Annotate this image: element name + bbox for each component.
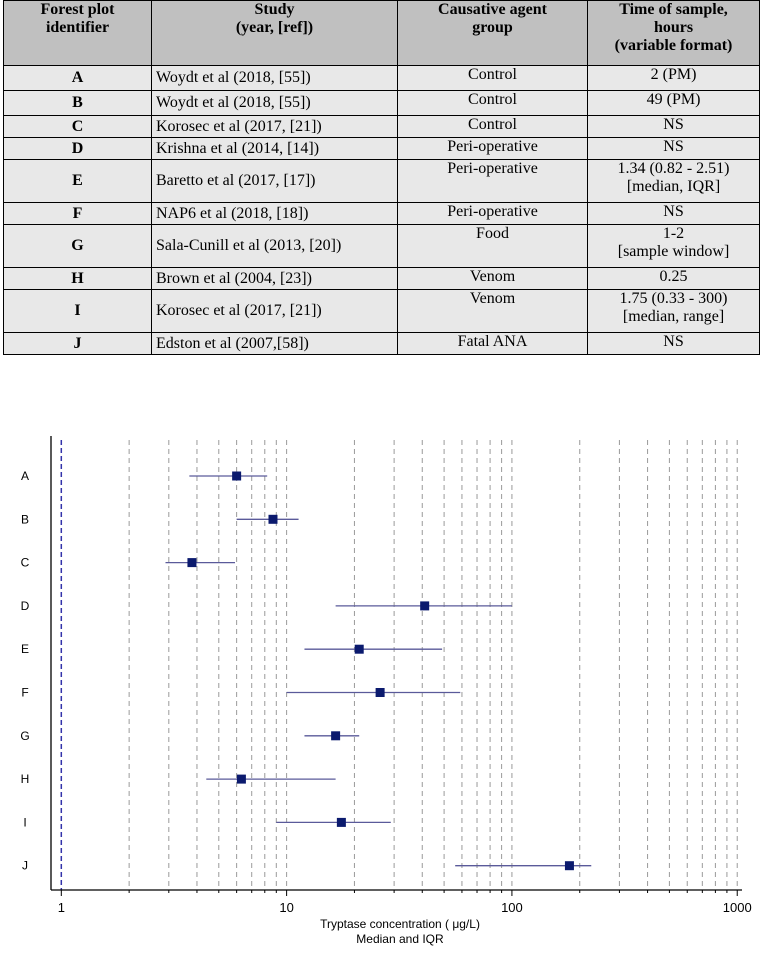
- median-marker: [187, 558, 196, 567]
- x-axis-ticks: [58, 890, 752, 915]
- cell-study: Edston et al (2007,[58]): [152, 333, 398, 355]
- median-marker: [355, 645, 364, 654]
- time-line: [median, range]: [622, 308, 725, 325]
- median-marker: [331, 731, 340, 740]
- time-line: 1.34 (0.82 - 2.51): [617, 160, 730, 177]
- cell-agent: Peri-operative: [398, 203, 588, 225]
- time-line: 1.75 (0.33 - 300): [619, 290, 728, 307]
- cell-identifier: J: [4, 333, 152, 355]
- header-time-of-sample: [588, 1, 760, 66]
- cell-study: Woydt et al (2018, [55]): [152, 66, 398, 91]
- cell-time: [588, 138, 760, 160]
- header-line: (variable format): [614, 37, 733, 54]
- x-tick-label: 100: [501, 900, 523, 915]
- cell-study: Sala-Cunill et al (2013, [20]): [152, 225, 398, 268]
- cell-study: Korosec et al (2017, [21]): [152, 290, 398, 333]
- cell-time: [588, 91, 760, 116]
- cell-study: Woydt et al (2018, [55]): [152, 91, 398, 116]
- median-marker: [237, 775, 246, 784]
- cell-agent: Control: [398, 91, 588, 116]
- time-line: 2 (PM): [650, 66, 697, 83]
- header-causative-agent: [398, 1, 588, 66]
- cell-identifier: E: [4, 160, 152, 203]
- cell-identifier: G: [4, 225, 152, 268]
- cell-identifier: I: [4, 290, 152, 333]
- x-tick-label: 1: [57, 900, 65, 915]
- header-forest-plot-identifier: [4, 1, 152, 66]
- table-row: [4, 203, 760, 225]
- cell-study: Baretto et al (2017, [17]): [152, 160, 398, 203]
- cell-study: NAP6 et al (2018, [18]): [152, 203, 398, 225]
- row-label: D: [20, 598, 30, 613]
- cell-time: [588, 268, 760, 290]
- cell-time: [588, 225, 760, 268]
- table-row: [4, 268, 760, 290]
- cell-identifier: H: [4, 268, 152, 290]
- time-line: 1-2: [662, 225, 685, 242]
- x-axis-title: Tryptase concentration ( μg/L): [320, 917, 480, 931]
- header-line: hours: [653, 19, 694, 36]
- cell-time: [588, 66, 760, 91]
- table-row: [4, 290, 760, 333]
- cell-agent: Peri-operative: [398, 138, 588, 160]
- cell-time: [588, 160, 760, 203]
- header-line: identifier: [45, 19, 110, 36]
- median-marker: [376, 688, 385, 697]
- time-line: NS: [663, 203, 684, 220]
- study-table: [3, 0, 760, 355]
- cell-agent: Venom: [398, 268, 588, 290]
- header-line: group: [472, 19, 513, 36]
- cell-study: Brown et al (2004, [23]): [152, 268, 398, 290]
- time-line: [sample window]: [617, 243, 730, 260]
- header-line: Study: [254, 1, 295, 18]
- study-table-container: [3, 0, 759, 400]
- median-marker: [337, 818, 346, 827]
- forest-plot: [0, 428, 765, 962]
- time-line: 0.25: [659, 268, 688, 285]
- header-study: [152, 1, 398, 66]
- cell-identifier: C: [4, 116, 152, 138]
- header-line: Time of sample,: [619, 1, 728, 18]
- cell-time: [588, 203, 760, 225]
- x-axis-subtitle: Median and IQR: [356, 932, 444, 946]
- cell-agent: Peri-operative: [398, 160, 588, 203]
- table-row: [4, 91, 760, 116]
- cell-time: [588, 116, 760, 138]
- cell-agent: Control: [398, 66, 588, 91]
- cell-time: [588, 333, 760, 355]
- row-label: G: [20, 728, 30, 743]
- grid-lines: [129, 440, 737, 890]
- cell-study: Krishna et al (2014, [14]): [152, 138, 398, 160]
- cell-agent: Fatal ANA: [398, 333, 588, 355]
- table-header-row: [4, 1, 760, 66]
- cell-identifier: D: [4, 138, 152, 160]
- plot-marks: [165, 472, 591, 871]
- y-axis-labels: [20, 469, 29, 873]
- x-tick-label: 10: [279, 900, 294, 915]
- cell-time: [588, 290, 760, 333]
- cell-agent: Venom: [398, 290, 588, 333]
- table-row: [4, 66, 760, 91]
- time-line: NS: [663, 116, 684, 133]
- cell-identifier: A: [4, 66, 152, 91]
- table-row: [4, 138, 760, 160]
- table-row: [4, 333, 760, 355]
- row-label: A: [20, 469, 30, 483]
- x-tick-label: 1000: [722, 900, 752, 915]
- header-line: (year, [ref]): [235, 19, 314, 36]
- header-line: Causative agent: [438, 1, 547, 18]
- median-marker: [565, 861, 574, 870]
- median-marker: [268, 515, 277, 524]
- header-line: Forest plot: [40, 1, 115, 18]
- median-marker: [420, 601, 429, 610]
- cell-agent: Control: [398, 116, 588, 138]
- cell-identifier: B: [4, 91, 152, 116]
- table-row: [4, 116, 760, 138]
- cell-study: Korosec et al (2017, [21]): [152, 116, 398, 138]
- table-row: [4, 160, 760, 203]
- time-line: NS: [663, 138, 684, 155]
- time-line: [median, IQR]: [626, 178, 721, 195]
- row-label: F: [21, 685, 29, 700]
- row-label: B: [20, 512, 30, 527]
- table-row: [4, 225, 760, 268]
- row-label: C: [20, 555, 30, 570]
- time-line: 49 (PM): [646, 91, 701, 108]
- row-label: J: [22, 858, 28, 873]
- median-marker: [232, 472, 241, 481]
- cell-agent: Food: [398, 225, 588, 268]
- row-label: I: [23, 815, 27, 830]
- time-line: NS: [663, 333, 684, 350]
- cell-identifier: F: [4, 203, 152, 225]
- row-label: H: [20, 772, 30, 787]
- row-label: E: [20, 642, 30, 657]
